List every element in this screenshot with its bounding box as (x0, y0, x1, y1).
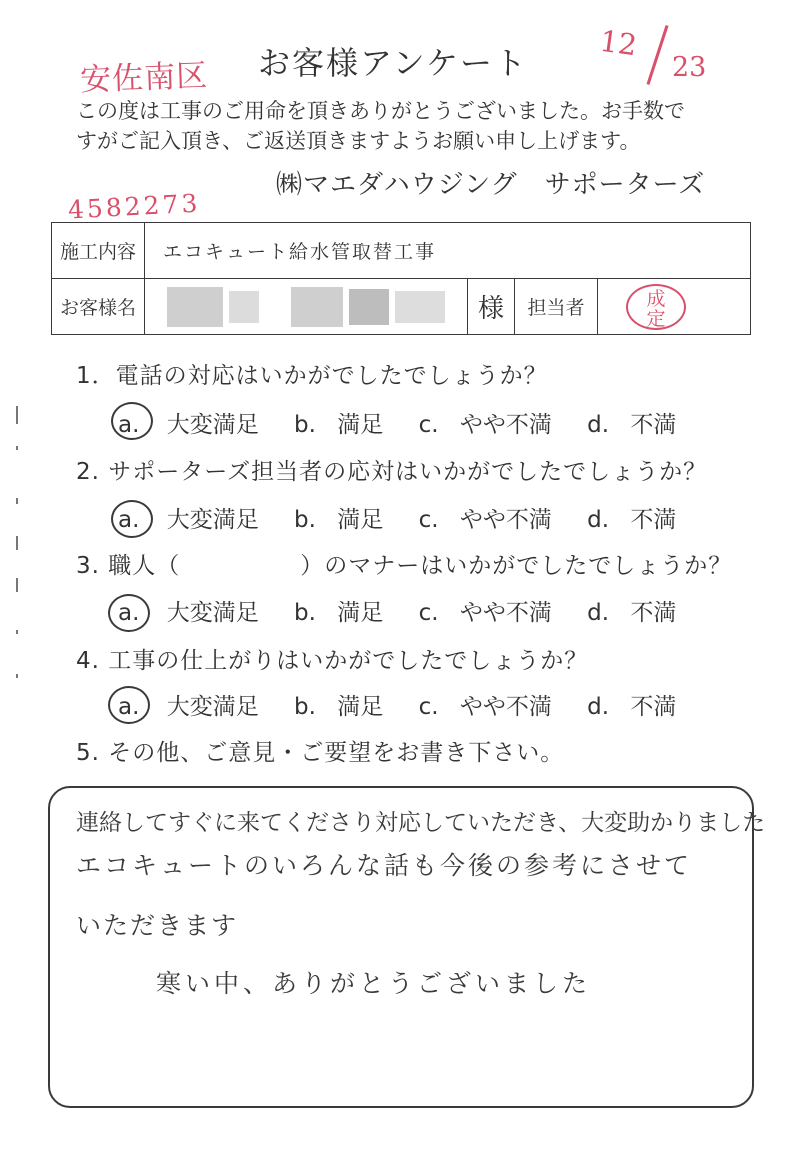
option-d[interactable]: d. (587, 507, 610, 533)
answer-circle (111, 500, 153, 538)
option-b[interactable]: b. (294, 694, 316, 720)
customer-row (52, 279, 751, 335)
scan-mark (16, 630, 18, 634)
answer-circle (108, 686, 150, 724)
work-label: 施工内容 (52, 223, 145, 279)
work-value-field[interactable]: エコキュート給水管取替工事 (145, 223, 751, 279)
option-a-label: 大変満足 (166, 600, 259, 626)
question-3-options (118, 594, 676, 627)
page-title: お客様アンケート (257, 44, 529, 82)
handwritten-customer-number: 4582273 (67, 188, 202, 225)
option-d-label: 不満 (630, 600, 677, 626)
scan-mark (16, 578, 18, 592)
option-c-label: やや不満 (459, 507, 552, 533)
option-a-label: 大変満足 (166, 694, 259, 720)
option-a-label: 大変満足 (166, 507, 259, 533)
option-a[interactable]: a. (118, 600, 140, 626)
option-c-label: やや不満 (459, 694, 552, 720)
redacted-name-block (395, 291, 445, 323)
option-c-label: やや不満 (459, 412, 552, 438)
comment-line-4: 寒い中、ありがとうございました (156, 969, 592, 998)
handwritten-date-month: 12 (597, 23, 640, 63)
answer-circle (108, 594, 150, 632)
option-b[interactable]: b. (294, 507, 316, 533)
option-b-label: 満足 (337, 600, 384, 626)
option-b[interactable]: b. (294, 600, 316, 626)
question-2: 2. サポーターズ担当者の応対はいかがでしたでしょうか？ (76, 459, 708, 485)
option-d-label: 不満 (630, 694, 677, 720)
question-4-options (118, 688, 676, 721)
option-a[interactable]: a. (118, 694, 140, 720)
redacted-name-block (167, 287, 223, 327)
question-1: 1．電話の対応はいかがでしたでしょうか？ (76, 363, 548, 389)
option-d[interactable]: d. (587, 412, 610, 438)
comment-line-1: 連絡してすぐに来てくださり対応していただき、大変助かりました (76, 810, 766, 836)
option-b[interactable]: b. (294, 412, 316, 438)
handwritten-date-day: 23 (672, 52, 707, 83)
customer-name-field[interactable] (145, 279, 468, 335)
option-d[interactable]: d. (587, 600, 610, 626)
option-a[interactable]: a. (118, 412, 140, 438)
company-name: ㈱マエダハウジング サポーターズ (276, 170, 706, 200)
scan-mark (16, 674, 18, 678)
answer-circle (111, 402, 153, 440)
option-c[interactable]: c. (418, 507, 439, 533)
option-b-label: 満足 (337, 412, 384, 438)
option-d[interactable]: d. (587, 694, 610, 720)
redacted-name-block (229, 291, 259, 323)
question-2-options (118, 501, 676, 534)
scan-mark (16, 498, 18, 504)
option-c[interactable]: c. (418, 600, 439, 626)
info-table (51, 222, 751, 335)
option-c[interactable]: c. (418, 694, 439, 720)
honorific-sama: 様 (468, 279, 515, 335)
redacted-name-block (291, 287, 343, 327)
question-1-options (118, 406, 676, 439)
option-c[interactable]: c. (418, 412, 439, 438)
question-5: 5. その他、ご意見・ご要望をお書き下さい。 (76, 740, 565, 766)
staff-stamp-cell (598, 279, 751, 335)
handwritten-ward: 安佐南区 (79, 57, 209, 99)
intro-text (76, 96, 685, 156)
scan-mark (16, 446, 18, 450)
option-b-label: 満足 (337, 507, 384, 533)
question-4: 4. 工事の仕上がりはいかがでしたでしょうか？ (76, 648, 589, 674)
scan-mark (16, 536, 18, 550)
option-a-label: 大変満足 (166, 412, 259, 438)
option-a[interactable]: a. (118, 507, 140, 533)
comment-line-2: エコキュートのいろんな話も今後の参考にさせて (76, 851, 693, 880)
staff-label: 担当者 (515, 279, 598, 335)
intro-line-1: この度は工事のご用命を頂きありがとうございました。お手数で (76, 99, 685, 123)
redacted-name-block (349, 289, 389, 325)
option-d-label: 不満 (630, 507, 677, 533)
option-d-label: 不満 (630, 412, 677, 438)
customer-label: お客様名 (52, 279, 145, 335)
intro-line-2: すがご記入頂き、ご返送頂きますようお願い申し上げます。 (76, 129, 641, 153)
option-c-label: やや不満 (459, 600, 552, 626)
option-b-label: 満足 (337, 694, 384, 720)
work-row (52, 223, 751, 279)
question-3: 3. 職人（ ）のマナーはいかがでしたでしょうか？ (76, 553, 733, 579)
scan-mark (16, 406, 18, 424)
comment-line-3: いただきます (76, 911, 239, 940)
staff-seal-stamp: 成 定 (626, 284, 686, 330)
